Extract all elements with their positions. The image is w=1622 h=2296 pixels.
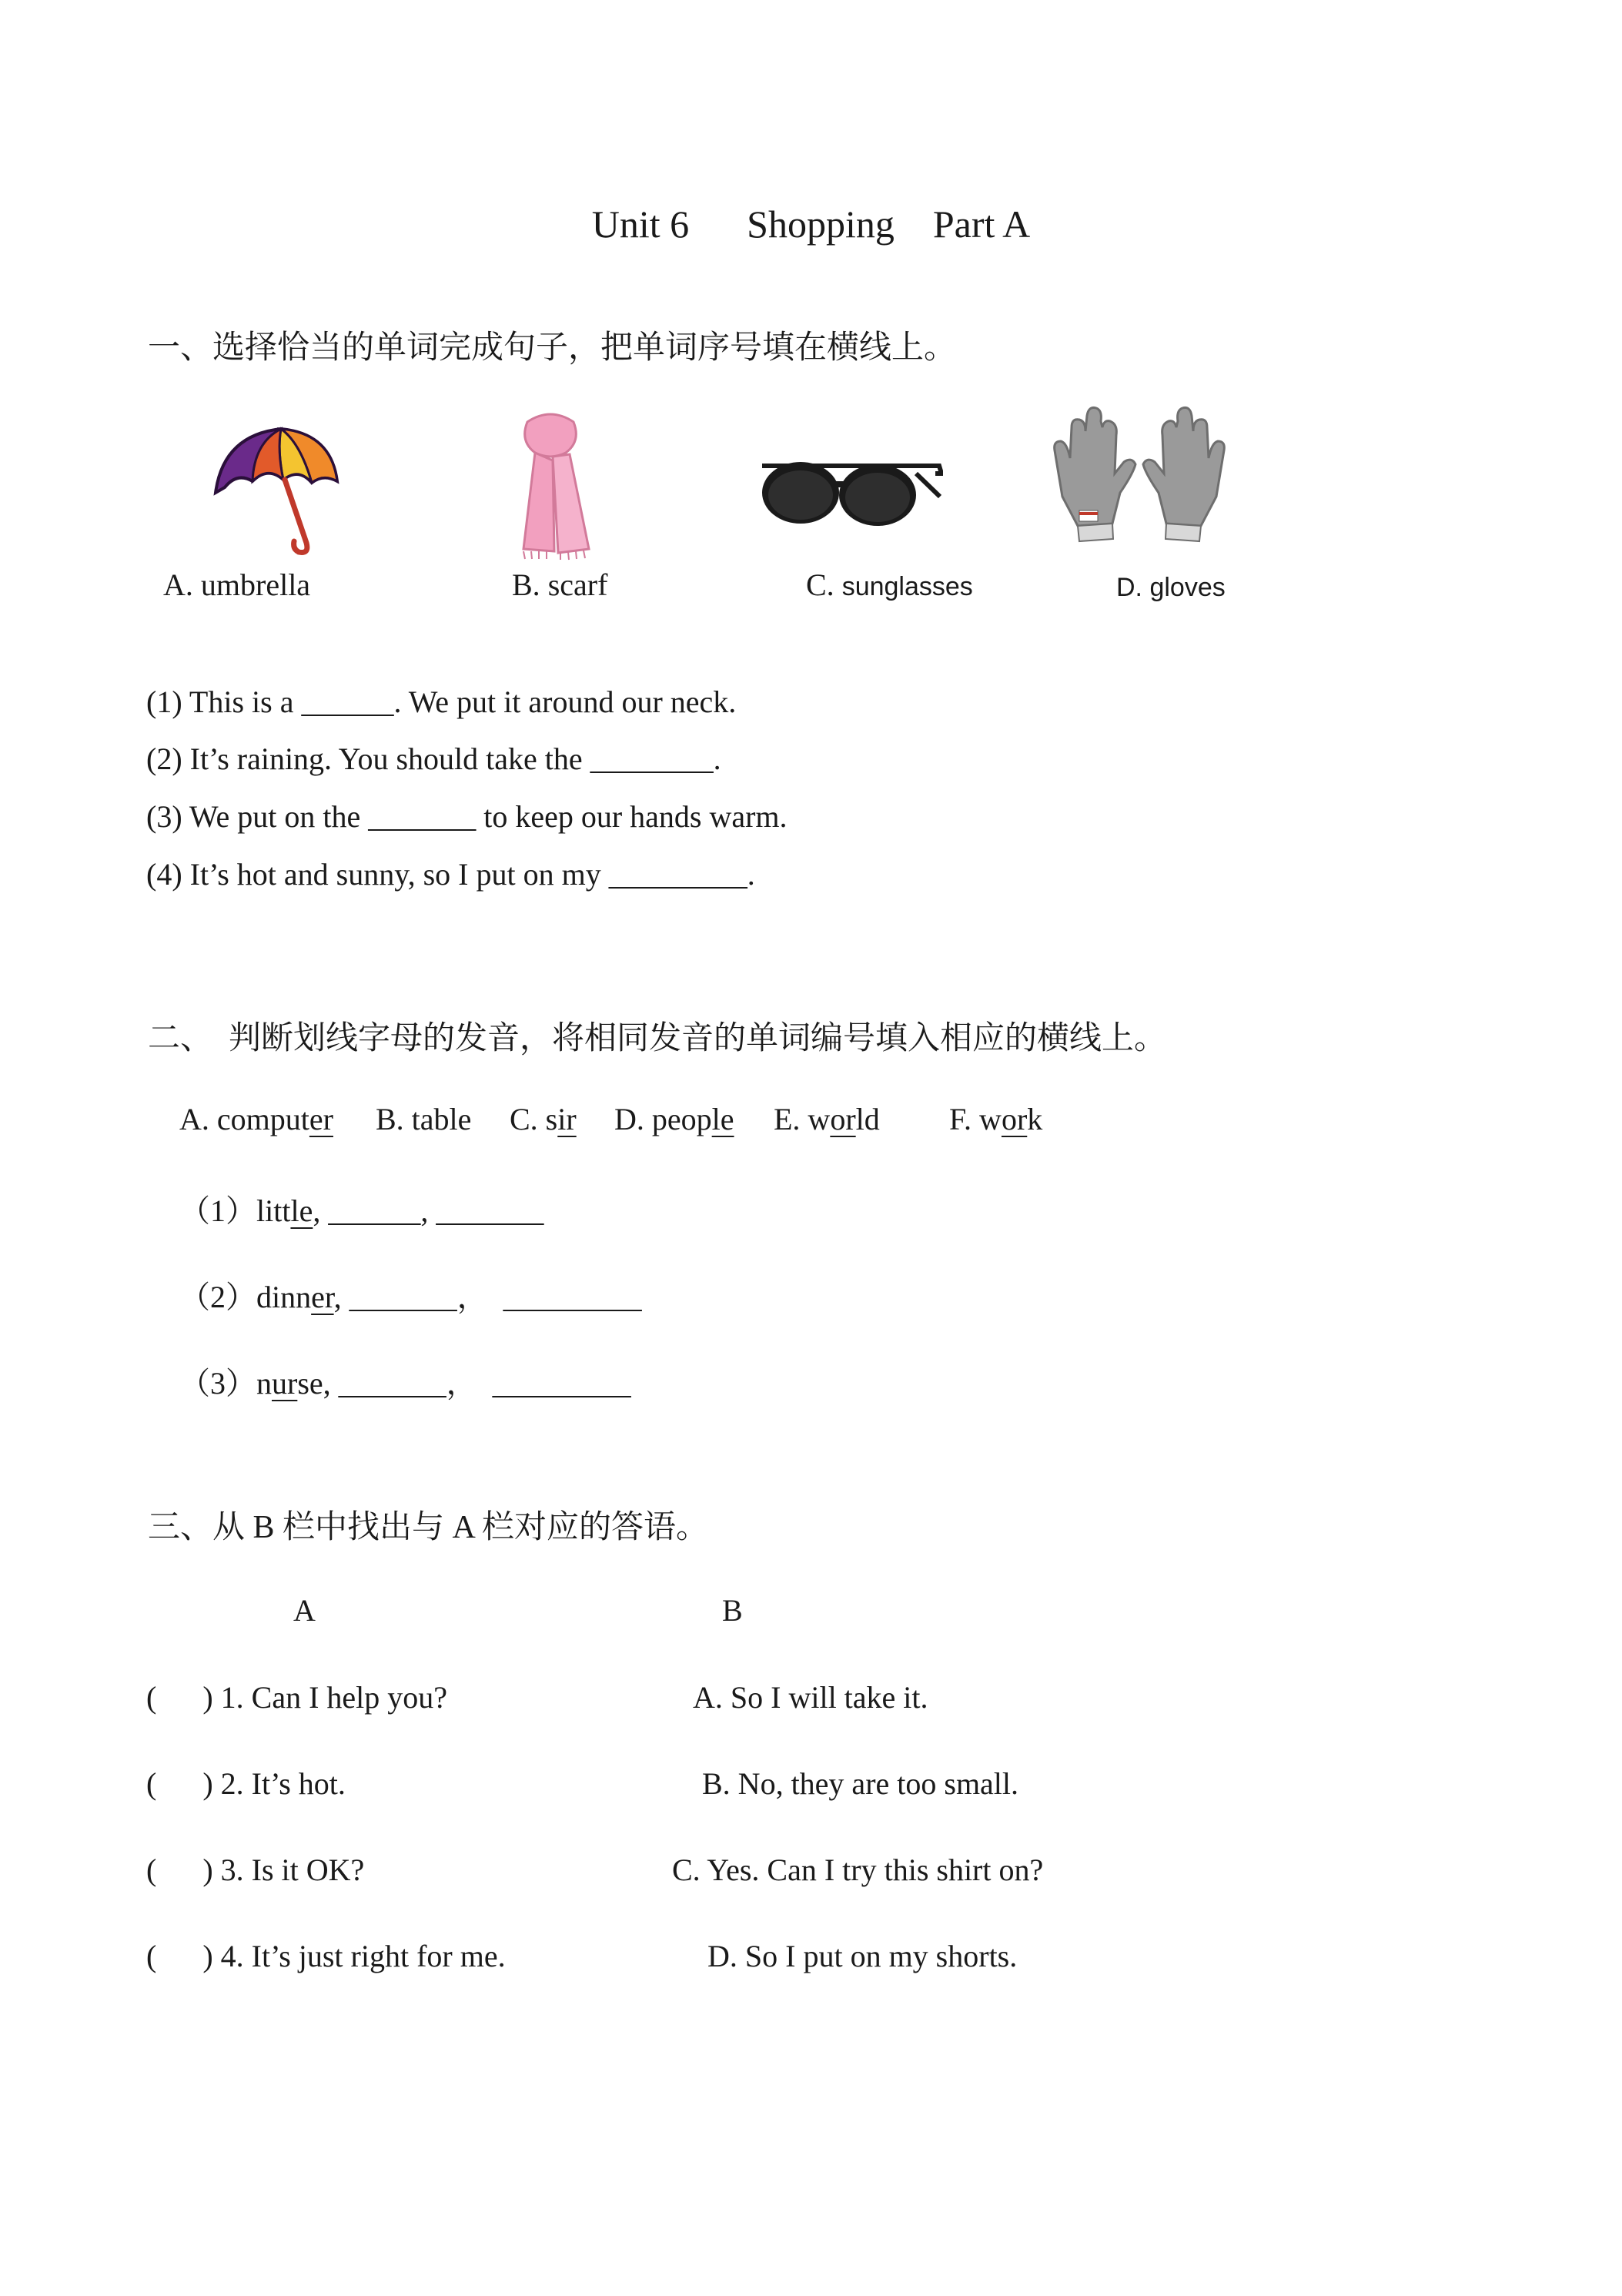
match-answer-b: B. No, they are too small. bbox=[702, 1766, 1019, 1801]
match-question-4: ( ) 4. It’s just right for me. bbox=[146, 1939, 506, 1973]
sound-item-1: （1）little, ______, _______ bbox=[179, 1193, 544, 1228]
word-e: E. world bbox=[774, 1102, 880, 1136]
match-answer-a: A. So I will take it. bbox=[693, 1680, 928, 1715]
word-b: B. table bbox=[376, 1102, 472, 1136]
gloves-image bbox=[1047, 397, 1232, 551]
column-a-header: A bbox=[293, 1593, 316, 1628]
match-question-2: ( ) 2. It’s hot. bbox=[146, 1766, 346, 1801]
match-question-3: ( ) 3. Is it OK? bbox=[146, 1853, 365, 1887]
word-f: F. work bbox=[949, 1102, 1043, 1136]
umbrella-image bbox=[208, 420, 343, 558]
option-gloves: D. gloves bbox=[1116, 573, 1226, 602]
sentence-1: (1) This is a ______. We put it around our neck. bbox=[146, 684, 737, 719]
section3-heading: 三、从 B 栏中找出与 A 栏对应的答语。 bbox=[148, 1510, 709, 1545]
sentence-2: (2) It’s raining. You should take the ________. bbox=[146, 741, 721, 776]
option-scarf: B. scarf bbox=[512, 567, 608, 602]
option-sunglasses: C. sunglasses bbox=[806, 567, 973, 602]
sunglasses-image bbox=[758, 450, 943, 535]
word-d: D. people bbox=[614, 1102, 734, 1136]
option-umbrella: A. umbrella bbox=[163, 567, 311, 602]
sound-item-2: （2）dinner, _______， _________ bbox=[179, 1280, 642, 1314]
word-a: A. computer bbox=[179, 1102, 333, 1136]
column-b-header: B bbox=[722, 1593, 743, 1628]
section1-heading: 一、选择恰当的单词完成句子，把单词序号填在横线上。 bbox=[148, 330, 957, 366]
match-answer-d: D. So I put on my shorts. bbox=[707, 1939, 1018, 1973]
match-answer-c: C. Yes. Can I try this shirt on? bbox=[672, 1853, 1044, 1887]
scarf-image bbox=[493, 407, 608, 561]
section2-heading: 二、 判断划线字母的发音，将相同发音的单词编号填入相应的横线上。 bbox=[148, 1021, 1167, 1056]
word-c: C. sir bbox=[510, 1102, 577, 1136]
match-question-1: ( ) 1. Can I help you? bbox=[146, 1680, 448, 1715]
sound-item-3: （3）nurse, _______， _________ bbox=[179, 1366, 631, 1401]
sentence-3: (3) We put on the _______ to keep our hands warm. bbox=[146, 799, 788, 834]
sentence-4: (4) It’s hot and sunny, so I put on my _________. bbox=[146, 857, 755, 892]
page-title: Unit 6 Shopping Part A bbox=[591, 202, 1031, 246]
